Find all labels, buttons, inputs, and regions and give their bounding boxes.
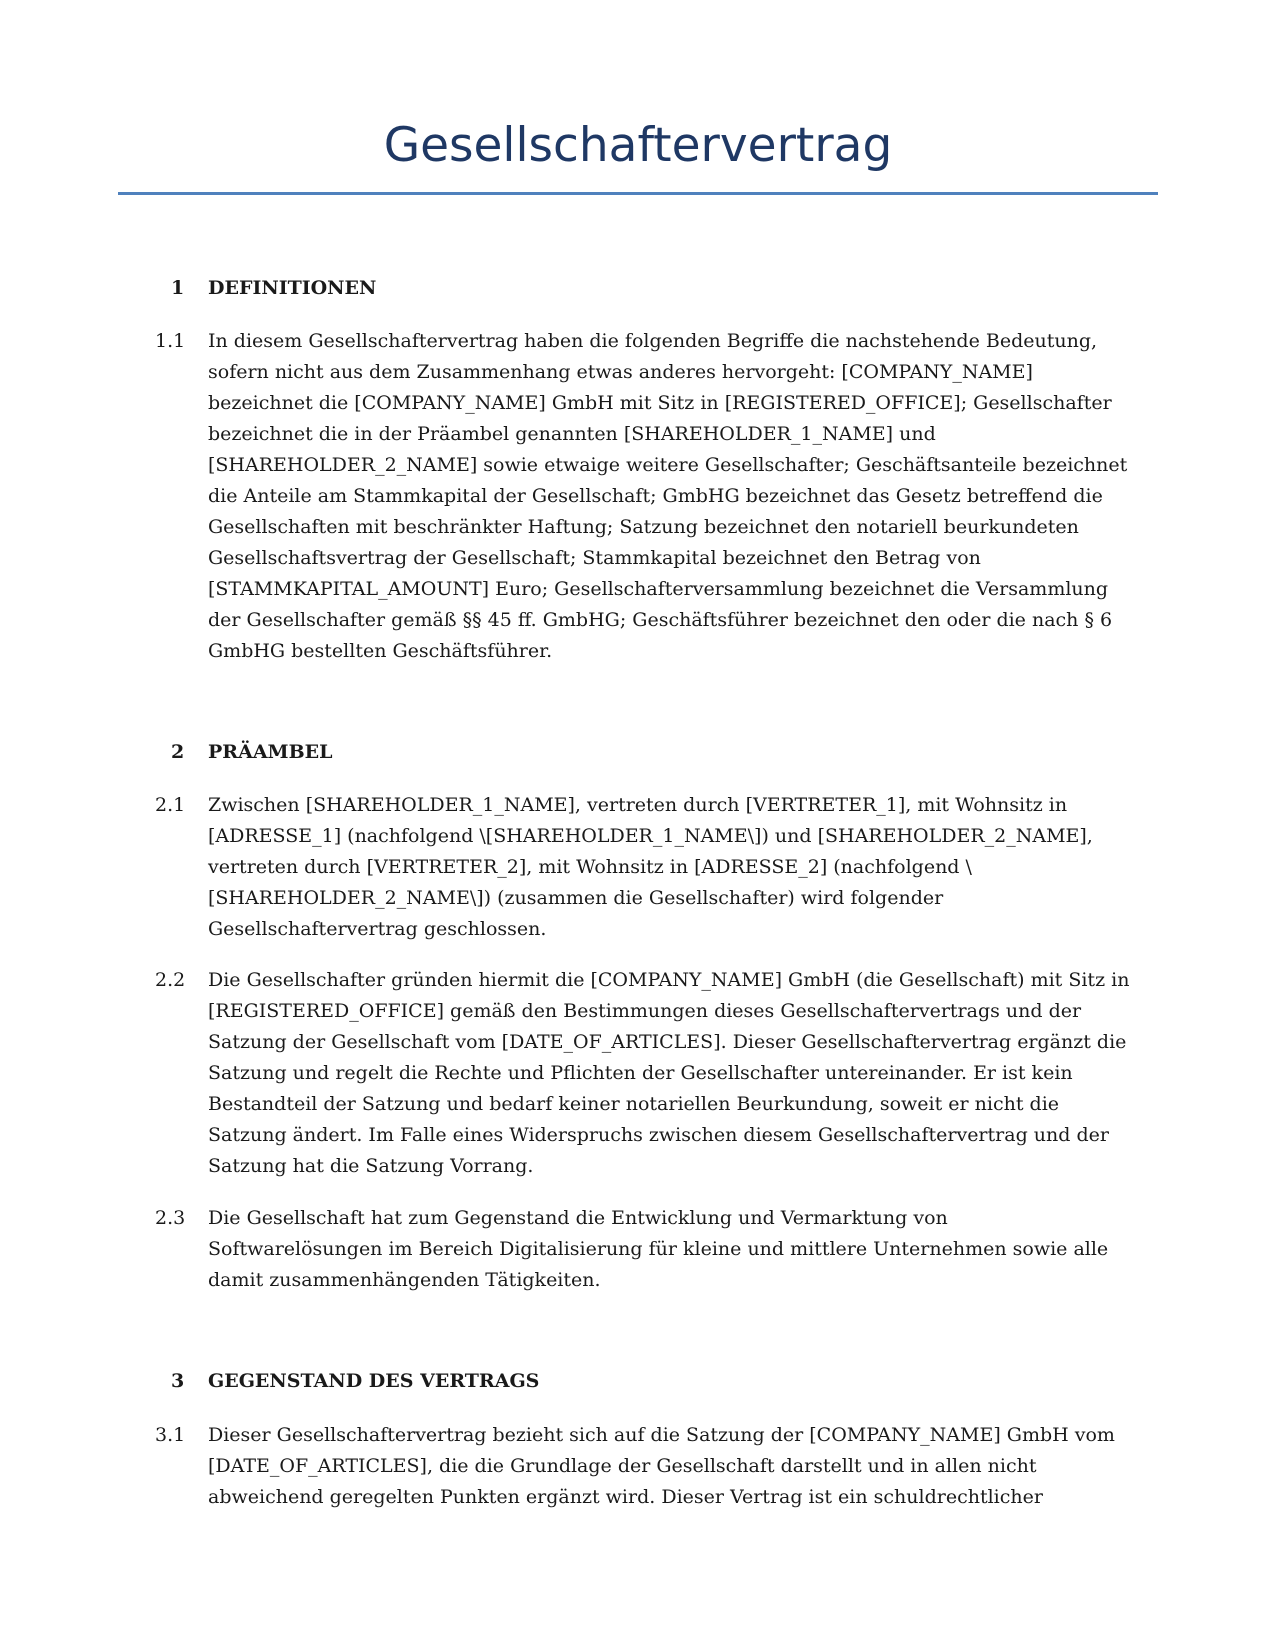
clause-line: bezeichnet die in der Präambel genannten [SHAREHOLDER_1_NAME] und [208,423,936,445]
section-number: 2 [171,741,185,763]
clause-number: 2.2 [155,969,186,991]
clause-line: Zwischen [SHAREHOLDER_1_NAME], vertreten durch [VERTRETER_1], mit Wohnsitz in [208,794,1068,816]
clause-line: bezeichnet die [COMPANY_NAME] GmbH mit Sitz in [REGISTERED_OFFICE]; Gesellschafter [208,392,1112,414]
clause-line: [DATE_OF_ARTICLES], die die Grundlage der Gesellschaft darstellt und in allen nicht [208,1455,1037,1477]
clause-line: [STAMMKAPITAL_AMOUNT] Euro; Gesellschafterversammlung bezeichnet die Versammlung [208,578,1109,600]
clause-number: 2.1 [155,794,186,816]
clause-line: Satzung und regelt die Rechte und Pflichten der Gesellschafter untereinander. Er ist kein [208,1062,1073,1084]
clause-line: [SHAREHOLDER_2_NAME\]) (zusammen die Gesellschafter) wird folgender [208,887,944,909]
clause-line: Satzung ändert. Im Falle eines Widerspruchs zwischen diesem Gesellschaftervertrag und der [208,1124,1109,1146]
clause-line: Gesellschaften mit beschränkter Haftung; Satzung bezeichnet den notariell beurkundeten [208,516,1079,538]
clause-line: der Gesellschafter gemäß §§ 45 ff. GmbHG; Geschäftsführer bezeichnet den oder die nach § 6 [208,609,1113,631]
clause-text [208,1203,1133,1296]
clause-line: Gesellschaftsvertrag der Gesellschaft; Stammkapital bezeichnet den Betrag von [208,547,981,569]
clause-number: 2.3 [155,1207,186,1229]
clause-line: Dieser Gesellschaftervertrag bezieht sich auf die Satzung der [COMPANY_NAME] GmbH vom [208,1424,1115,1446]
clause-text [208,790,1133,945]
clause-line: Gesellschaftervertrag geschlossen. [208,918,547,940]
clause-text [208,326,1133,667]
clause-line: Softwarelösungen im Bereich Digitalisierung für kleine und mittlere Unternehmen sowie alle [208,1238,1109,1260]
clause-line: In diesem Gesellschaftervertrag haben die folgenden Begriffe die nachstehende Bedeutung, [208,330,1098,352]
clause-line: Die Gesellschaft hat zum Gegenstand die Entwicklung und Vermarktung von [208,1207,948,1229]
section-title: PRÄAMBEL [208,741,333,763]
clause-text [208,1420,1133,1513]
clause-line: damit zusammenhängenden Tätigkeiten. [208,1269,601,1291]
clause-line: Bestandteil der Satzung und bedarf keiner notariellen Beurkundung, soweit er nicht die [208,1093,1060,1115]
clause-line: [SHAREHOLDER_2_NAME] sowie etwaige weitere Gesellschafter; Geschäftsanteile bezeichnet [208,454,1128,476]
section-title: DEFINITIONEN [208,277,377,299]
clause-line: Satzung der Gesellschaft vom [DATE_OF_ARTICLES]. Dieser Gesellschaftervertrag ergänzt die [208,1031,1127,1053]
clause-line: Die Gesellschafter gründen hiermit die [COMPANY_NAME] GmbH (die Gesellschaft) mit Sitz in [208,969,1130,991]
clause-line: vertreten durch [VERTRETER_2], mit Wohnsitz in [ADRESSE_2] (nachfolgend \ [208,856,972,878]
clause-line: GmbHG bestellten Geschäftsführer. [208,640,553,662]
clause-line: die Anteile am Stammkapital der Gesellschaft; GmbHG bezeichnet das Gesetz betreffend die [208,485,1103,507]
title-underline [118,192,1158,195]
clause-line: [ADRESSE_1] (nachfolgend \[SHAREHOLDER_1_NAME\]) und [SHAREHOLDER_2_NAME], [208,825,1093,847]
clause-line: [REGISTERED_OFFICE] gemäß den Bestimmungen dieses Gesellschaftervertrags und der [208,1000,1082,1022]
clause-line: abweichend geregelten Punkten ergänzt wird. Dieser Vertrag ist ein schuldrechtlicher [208,1486,1043,1508]
document-title: Gesellschaftervertrag [383,118,893,173]
clause-line: sofern nicht aus dem Zusammenhang etwas anderes hervorgeht: [COMPANY_NAME] [208,361,1033,383]
clause-line: Satzung hat die Satzung Vorrang. [208,1155,534,1177]
section-title: GEGENSTAND DES VERTRAGS [208,1370,540,1392]
section-number: 1 [171,277,185,299]
section-number: 3 [171,1370,185,1392]
clause-number: 3.1 [155,1424,186,1446]
clause-text [208,965,1133,1182]
clause-number: 1.1 [155,330,186,352]
